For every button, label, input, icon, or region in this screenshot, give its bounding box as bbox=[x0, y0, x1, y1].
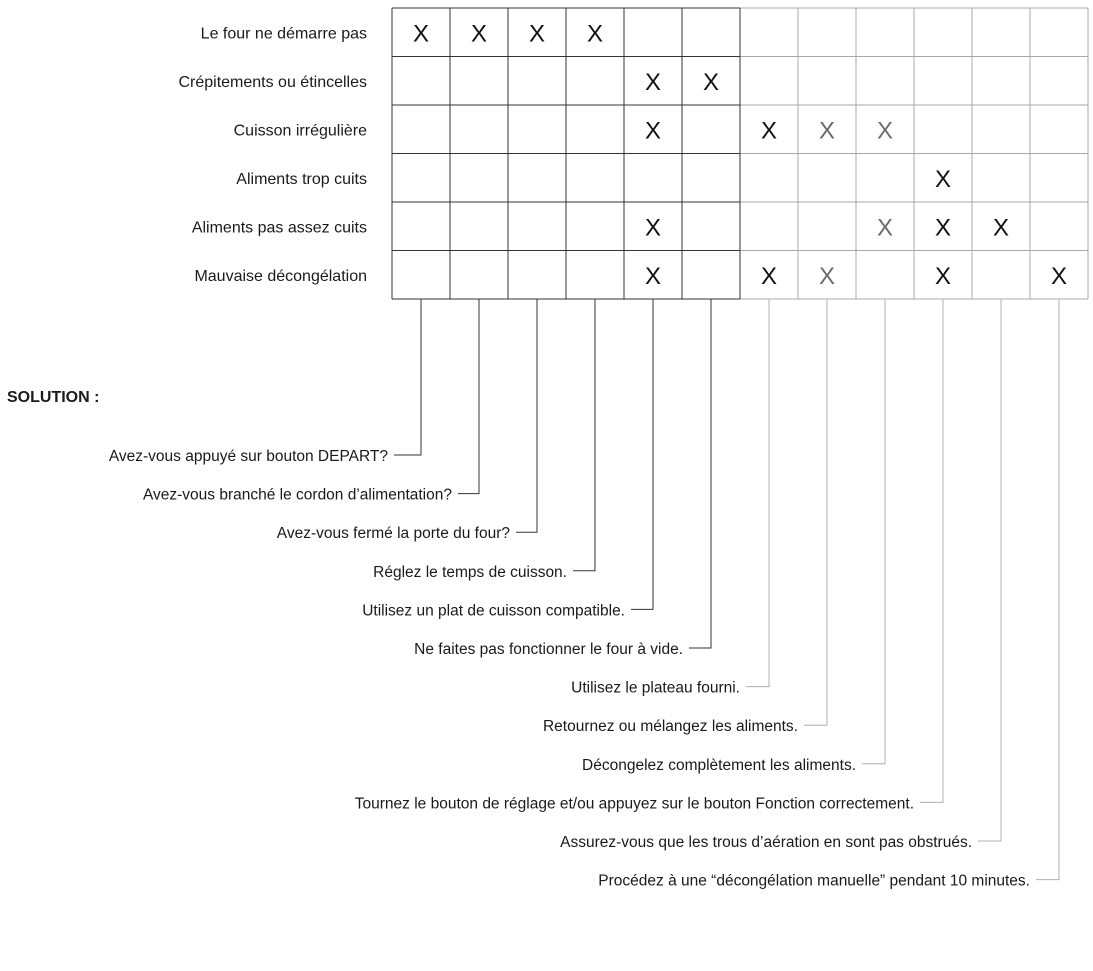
grid-mark: X bbox=[412, 20, 430, 48]
solution-leader-lines bbox=[394, 299, 1059, 880]
solution-label: Avez-vous appuyé sur bouton DEPART? bbox=[108, 448, 388, 465]
grid-mark: X bbox=[644, 214, 662, 242]
solution-label: Utilisez le plateau fourni. bbox=[571, 679, 740, 697]
solution-label: Procédez à une “décongélation manuelle” pendant 10 minutes. bbox=[598, 872, 1030, 890]
solution-leader-line bbox=[516, 299, 537, 532]
grid-mark: X bbox=[702, 68, 720, 96]
grid-mark: X bbox=[586, 20, 604, 48]
problem-label: Le four ne démarre pas bbox=[200, 25, 367, 43]
solution-leader-line bbox=[978, 299, 1001, 841]
grid-mark: X bbox=[760, 117, 778, 145]
solution-leader-line bbox=[573, 299, 595, 571]
grid-mark: X bbox=[644, 262, 662, 290]
solution-label: Avez-vous branché le cordon d’alimentation? bbox=[142, 486, 452, 504]
grid-mark: X bbox=[934, 165, 952, 193]
grid-mark: X bbox=[876, 214, 894, 242]
solution-label: Ne faites pas fonctionner le four à vide. bbox=[414, 641, 683, 658]
grid-mark: X bbox=[934, 214, 952, 242]
solution-label: Retournez ou mélangez les aliments. bbox=[542, 718, 798, 736]
grid-mark: X bbox=[992, 214, 1010, 242]
problem-labels bbox=[178, 25, 367, 285]
problem-solution-grid bbox=[392, 8, 1088, 299]
solution-leader-line bbox=[458, 299, 479, 494]
grid-mark: X bbox=[934, 262, 952, 290]
solution-label: Réglez le temps de cuisson. bbox=[373, 563, 567, 581]
solution-label: Assurez-vous que les trous d’aération en sont pas obstrués. bbox=[560, 834, 972, 851]
solution-leader-line bbox=[394, 299, 421, 455]
problem-label: Aliments pas assez cuits bbox=[191, 219, 367, 237]
problem-label: Crépitements ou étincelles bbox=[178, 73, 367, 91]
solution-leader-line bbox=[804, 299, 827, 725]
grid-mark: X bbox=[1050, 262, 1068, 290]
solution-leader-line bbox=[631, 299, 653, 609]
solution-label: Décongelez complètement les aliments. bbox=[582, 756, 856, 774]
solution-leader-line bbox=[689, 299, 711, 648]
solution-leader-line bbox=[862, 299, 885, 764]
solution-labels bbox=[109, 448, 1030, 890]
grid-mark: X bbox=[644, 117, 662, 145]
solution-label: Tournez le bouton de réglage et/ou appuyez sur le bouton Fonction correctement. bbox=[354, 795, 914, 813]
problem-label: Mauvaise décongélation bbox=[194, 267, 367, 285]
grid-mark: X bbox=[760, 262, 778, 290]
grid-mark: X bbox=[470, 20, 488, 48]
problem-label: Cuisson irrégulière bbox=[233, 122, 367, 140]
grid-mark: X bbox=[644, 68, 662, 96]
solution-heading: SOLUTION : bbox=[7, 389, 100, 406]
solution-label: Utilisez un plat de cuisson compatible. bbox=[362, 602, 625, 620]
grid-mark: X bbox=[818, 117, 836, 145]
grid-mark: X bbox=[818, 262, 836, 290]
solution-label: Avez-vous fermé la porte du four? bbox=[276, 525, 510, 543]
solution-leader-line bbox=[920, 299, 943, 802]
solution-leader-line bbox=[1036, 299, 1059, 880]
grid-mark: X bbox=[876, 117, 894, 145]
problem-label: Aliments trop cuits bbox=[236, 170, 367, 188]
solution-leader-line bbox=[746, 299, 769, 687]
grid-mark: X bbox=[528, 20, 546, 48]
